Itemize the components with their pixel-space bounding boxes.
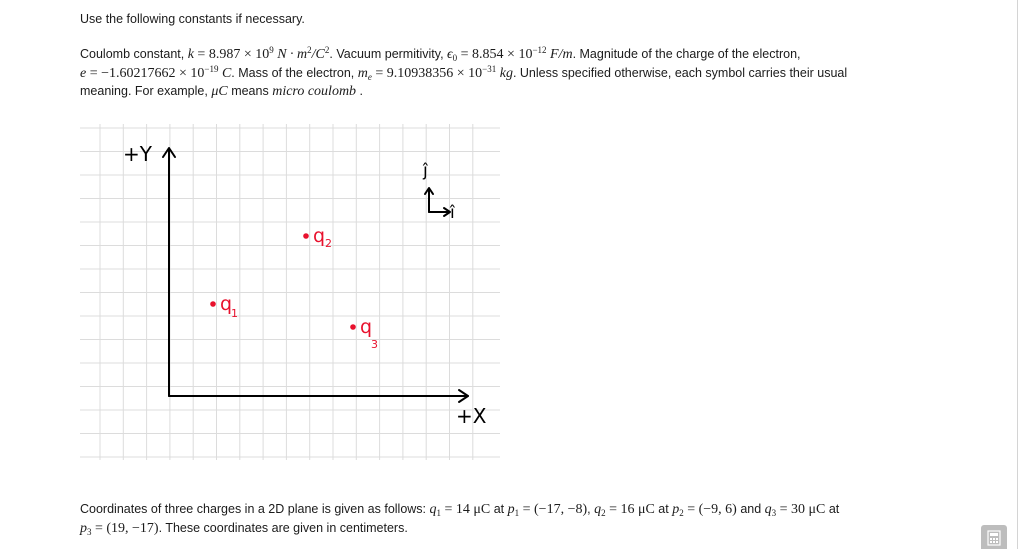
k-symbol: k xyxy=(187,47,194,62)
k-value: 8.987 × 10 xyxy=(208,47,270,62)
e-unit: C xyxy=(221,66,232,81)
k-unit-tail-exp: 2 xyxy=(324,45,330,55)
charge-q3-dot xyxy=(350,324,356,330)
p2-sub: 2 xyxy=(679,508,684,518)
charge-q3-subscript: 3 xyxy=(371,338,378,351)
period: . xyxy=(359,84,364,98)
charge-q1-label: q xyxy=(220,293,233,315)
problem-line-2 xyxy=(80,519,408,538)
equals: = xyxy=(375,66,384,81)
meaning-text: meaning. For example, xyxy=(80,84,208,98)
me-unit: kg xyxy=(499,66,513,81)
charge-q3-label: q xyxy=(360,316,373,338)
at-text: at xyxy=(658,502,669,516)
equals: = xyxy=(460,47,469,62)
microcoulomb-text: micro coulomb xyxy=(272,84,357,99)
unless-text: . Unless specified otherwise, each symbol carries their usual xyxy=(512,66,848,80)
mass-label: . Mass of the electron, xyxy=(231,66,355,80)
problem-tail: . These coordinates are given in centimeters. xyxy=(158,521,408,535)
uc-symbol: μC xyxy=(211,84,228,99)
problem-intro: Coordinates of three charges in a 2D plane is given as follows: xyxy=(80,502,427,516)
me-sub: e xyxy=(367,72,372,82)
q2-value: 16 μC xyxy=(620,502,655,517)
problem-line-1: Coordinates of three charges in a 2D plane is given as follows: $q_1 = 14$ μC at $p_1 = (-17$, −8), $q_2 = 16$ μC at $p_2 = (-9$, 6) and $q_3 = 30$ μC at xyxy=(80,502,840,518)
e-value: −1.60217662 × 10 xyxy=(101,66,205,81)
charges-diagram xyxy=(80,118,500,463)
equals: = xyxy=(444,502,453,517)
x-axis-label: +X xyxy=(456,404,487,428)
equals: = xyxy=(94,521,103,536)
q1-symbol: q xyxy=(429,502,437,517)
eps-symbol: ϵ xyxy=(447,47,453,62)
equals: = xyxy=(687,502,696,517)
p3-symbol: p xyxy=(80,521,87,536)
q3-sub: 3 xyxy=(771,508,777,518)
q3-symbol: q xyxy=(764,502,772,517)
means-text: means xyxy=(231,84,269,98)
y-axis-label: +Y xyxy=(123,142,152,166)
me-exp: −31 xyxy=(482,64,497,74)
equals: = xyxy=(609,502,617,517)
p2-symbol: p xyxy=(672,502,680,517)
calculator-icon xyxy=(981,525,1007,549)
p3-sub: 3 xyxy=(87,527,92,537)
k-exp: 9 xyxy=(269,45,274,55)
q1-value: 14 μC xyxy=(455,502,491,517)
calculator-button[interactable] xyxy=(981,525,1007,549)
at-text: at xyxy=(493,502,505,516)
coulomb-label: Coulomb constant, xyxy=(80,47,185,61)
charge-label: . Magnitude of the charge of the electron, xyxy=(572,47,801,61)
p1-value: (−17, −8) xyxy=(534,502,588,517)
charge-q1-dot xyxy=(210,301,216,307)
eps-unit: F/m xyxy=(550,47,573,62)
e-symbol: e xyxy=(80,66,87,81)
k-unit-tail: /C xyxy=(311,47,325,62)
charge-q2-subscript: 2 xyxy=(325,237,332,250)
equals: = xyxy=(779,502,788,517)
k-unit: N · m xyxy=(277,47,308,62)
p1-symbol: p xyxy=(507,502,515,517)
constants-line-2 xyxy=(80,64,847,83)
constants-line-1 xyxy=(80,45,801,64)
e-exp: −19 xyxy=(204,64,219,74)
q2-sub: 2 xyxy=(601,508,606,518)
intro-text: Use the following constants if necessary. xyxy=(80,12,305,26)
eps-value: 8.854 × 10 xyxy=(472,47,533,62)
equals: = xyxy=(522,502,531,517)
q3-value: 30 μC xyxy=(791,502,826,517)
me-symbol: m xyxy=(357,66,368,81)
p2-value: (−9, 6) xyxy=(698,502,737,517)
grid xyxy=(80,124,500,460)
and-text: and xyxy=(740,502,762,516)
i-hat-label: î xyxy=(450,203,455,223)
charge-q2-label: q xyxy=(313,225,326,247)
eps-exp: −12 xyxy=(532,45,547,55)
vacuum-label: . Vacuum permitivity, xyxy=(329,47,444,61)
p1-sub: 1 xyxy=(514,508,520,518)
k-unit-exp: 2 xyxy=(307,45,312,55)
at-text: at xyxy=(828,502,840,516)
j-hat-label: ĵ xyxy=(423,161,428,181)
equals: = xyxy=(197,47,206,62)
p3-value: (19, −17) xyxy=(106,521,159,536)
constants-line-3 xyxy=(80,82,363,101)
equals: = xyxy=(89,66,98,81)
eps-sub: 0 xyxy=(452,53,458,63)
q1-sub: 1 xyxy=(436,508,442,518)
me-value: 9.10938356 × 10 xyxy=(386,66,483,81)
q2-symbol: q xyxy=(594,502,602,517)
charge-q2-dot xyxy=(303,233,309,239)
charge-q1-subscript: 1 xyxy=(231,307,238,320)
